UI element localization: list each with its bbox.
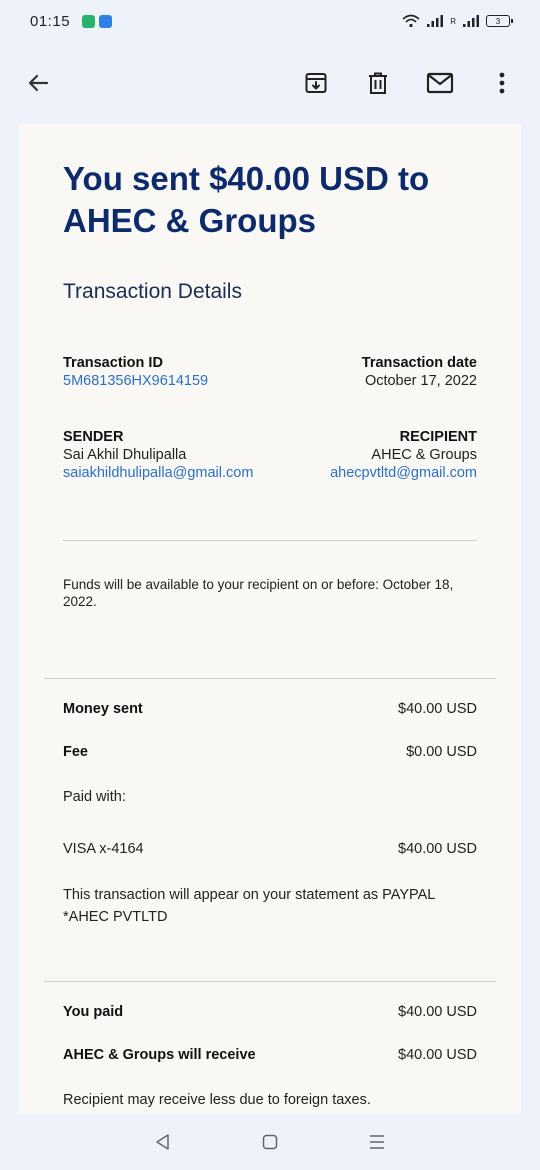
signal-icon <box>426 14 444 28</box>
recipient-receive-label: AHEC & Groups will receive <box>63 1047 256 1063</box>
funds-note: Funds will be available to your recipient on or before: October 18, 2022. <box>63 577 454 609</box>
transaction-date-value: October 17, 2022 <box>364 373 477 389</box>
app-notification-icon <box>82 15 95 28</box>
divider <box>44 678 496 679</box>
recipient-name: AHEC & Groups <box>371 447 477 463</box>
transaction-date-block <box>362 354 477 390</box>
message-notification-icon <box>99 15 112 28</box>
status-bar <box>0 0 540 42</box>
transaction-id-block <box>63 354 208 390</box>
foreign-tax-note-row <box>63 1092 477 1108</box>
signal-icon-2 <box>462 14 480 28</box>
email-toolbar <box>0 42 540 124</box>
statement-note: This transaction will appear on your statement as PAYPAL *AHEC PVTLTD <box>63 887 435 925</box>
recipient-receive-row <box>63 1047 477 1063</box>
delete-button[interactable] <box>360 65 396 101</box>
recipient-email-link[interactable]: ahecpvtltd@gmail.com <box>330 465 477 481</box>
paid-with-label: Paid with: <box>63 789 126 805</box>
mark-unread-button[interactable] <box>422 65 458 101</box>
sender-email-link[interactable]: saiakhildhulipalla@gmail.com <box>63 465 254 481</box>
fee-value: $0.00 USD <box>406 744 477 760</box>
battery-icon <box>486 15 510 27</box>
archive-button[interactable] <box>298 65 334 101</box>
sender-block <box>63 428 253 482</box>
money-sent-row <box>63 701 477 717</box>
parties-info <box>63 428 477 482</box>
nav-back-button[interactable] <box>148 1127 178 1157</box>
nav-home-icon <box>261 1133 279 1151</box>
section-title: Transaction Details <box>63 280 242 303</box>
system-navigation-bar <box>0 1114 540 1170</box>
sender-label: SENDER <box>63 429 124 445</box>
status-indicators <box>402 14 510 28</box>
fee-row <box>63 744 477 760</box>
card-label: VISA x-4164 <box>63 841 144 857</box>
card-row <box>63 841 477 857</box>
you-paid-row <box>63 1004 477 1020</box>
nav-recents-icon <box>368 1133 386 1151</box>
back-button[interactable] <box>20 65 56 101</box>
money-sent-label: Money sent <box>63 701 143 717</box>
back-arrow-icon <box>26 71 50 95</box>
divider <box>63 540 477 541</box>
status-time: 01:15 <box>30 12 71 30</box>
recipient-block <box>330 428 477 482</box>
fee-label: Fee <box>63 744 88 760</box>
money-sent-value: $40.00 USD <box>398 701 477 717</box>
divider <box>44 981 496 982</box>
foreign-tax-note: Recipient may receive less due to foreign taxes. <box>63 1092 371 1108</box>
transaction-info <box>63 354 477 390</box>
you-paid-label: You paid <box>63 1004 124 1020</box>
email-body <box>19 124 521 1114</box>
roaming-indicator: R <box>450 16 456 26</box>
nav-recents-button[interactable] <box>362 1127 392 1157</box>
mail-icon <box>426 72 454 94</box>
nav-home-button[interactable] <box>255 1127 285 1157</box>
paid-with-row <box>63 789 477 805</box>
recipient-label: RECIPIENT <box>399 429 477 445</box>
sender-name: Sai Akhil Dhulipalla <box>63 447 187 463</box>
trash-icon <box>366 71 390 95</box>
email-headline: You sent $40.00 USD to AHEC & Groups <box>63 160 430 239</box>
transaction-id-label: Transaction ID <box>63 355 163 371</box>
transaction-date-label: Transaction date <box>361 355 477 371</box>
battery-level: 3 <box>495 16 501 26</box>
wifi-icon <box>402 14 420 28</box>
more-vert-icon <box>498 71 506 95</box>
more-options-button[interactable] <box>484 65 520 101</box>
nav-back-icon <box>154 1133 172 1151</box>
archive-icon <box>304 71 328 95</box>
card-value: $40.00 USD <box>398 841 477 857</box>
transaction-id-link[interactable]: 5M681356HX9614159 <box>63 373 209 389</box>
notification-icons <box>82 15 112 28</box>
you-paid-value: $40.00 USD <box>398 1004 477 1020</box>
recipient-receive-value: $40.00 USD <box>398 1047 477 1063</box>
